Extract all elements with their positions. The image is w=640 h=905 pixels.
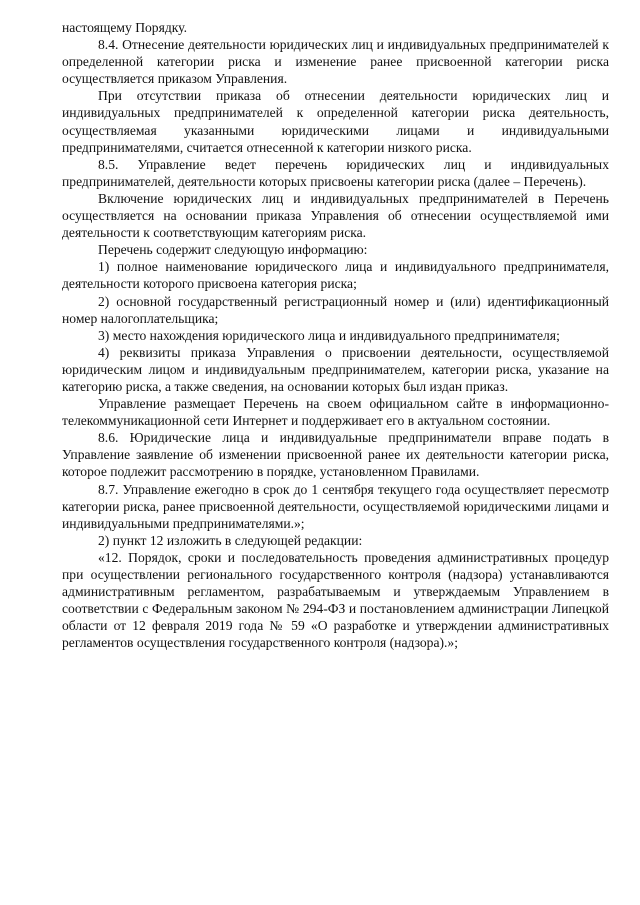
paragraph-8-4: 8.4. Отнесение деятельности юридических лиц и индивидуальных предпринимателей к определенной категории риска и изменение ранее присвоенной категории риска осуществляется приказом Управления. [62, 37, 609, 87]
list-item-2: 2) основной государственный регистрационный номер и (или) идентификационный номер налогоплательщика; [62, 293, 609, 326]
document-body [62, 19, 609, 651]
paragraph-continuation: настоящему Порядку. [62, 20, 188, 35]
paragraph-list-intro: Перечень содержит следующую информацию: [98, 242, 368, 258]
paragraph-no-order: При отсутствии приказа об отнесении деятельности юридических лиц и индивидуальных предпринимателей к определенной категории риска деятельность, осуществляемая указанными юридическими лицами и индивидуальными предпринимателями, считается отнесенной к категории низкого риска. [62, 88, 609, 155]
paragraph-inclusion: Включение юридических лиц и индивидуальных предпринимателей в Перечень осуществляется на основании приказа Управления об отнесении осуществляемой ими деятельности к соответствующим категориям риска. [62, 190, 609, 241]
paragraph-8-6: 8.6. Юридические лица и индивидуальные предприниматели вправе подать в Управление заявление об изменении присвоенной ранее их деятельности категории риска, которое подлежит рассмотрению в порядке, установленном Правилами. [62, 430, 609, 480]
list-item-3: 3) место нахождения юридического лица и индивидуального предпринимателя; [98, 327, 560, 343]
paragraph-publication: Управление размещает Перечень на своем официальном сайте в информационно-телекоммуникационной сети Интернет и поддерживает его в актуальном состоянии. [62, 396, 609, 429]
paragraph-8-5: 8.5. Управление ведет перечень юридических лиц и индивидуальных предпринимателей, деятельности которых присвоены категории риска (далее – Перечень). [62, 156, 609, 189]
paragraph-item-2: 2) пункт 12 изложить в следующей редакции: [98, 532, 363, 548]
list-item-1: 1) полное наименование юридического лица и индивидуального предпринимателя, деятельности которого присвоена категория риска; [62, 259, 609, 292]
paragraph-8-7: 8.7. Управление ежегодно в срок до 1 сентября текущего года осуществляет пересмотр категории риска, ранее присвоенной деятельности, осуществляемой юридическими лицами и индивидуальными предпринимателями.»; [62, 481, 609, 531]
list-item-4: 4) реквизиты приказа Управления о присвоении деятельности, осуществляемой юридическим лицом и индивидуальным предпринимателем, категории риска, указание на категорию риска, а также сведения, на основании которых был издан приказ. [62, 344, 609, 394]
paragraph-12: «12. Порядок, сроки и последовательность проведения административных процедур при осуществлении регионального государственного контроля (надзора) устанавливаются административным регламентом, разрабатываемым и утверждаемым Управлением в соответствии с Федеральным законом № 294-ФЗ и постановлением администрации Липецкой области от 12 февраля 2019 года № 59 «О разработке и утверждении административных регламентов осуществления государственного контроля (надзора).»; [62, 549, 609, 651]
